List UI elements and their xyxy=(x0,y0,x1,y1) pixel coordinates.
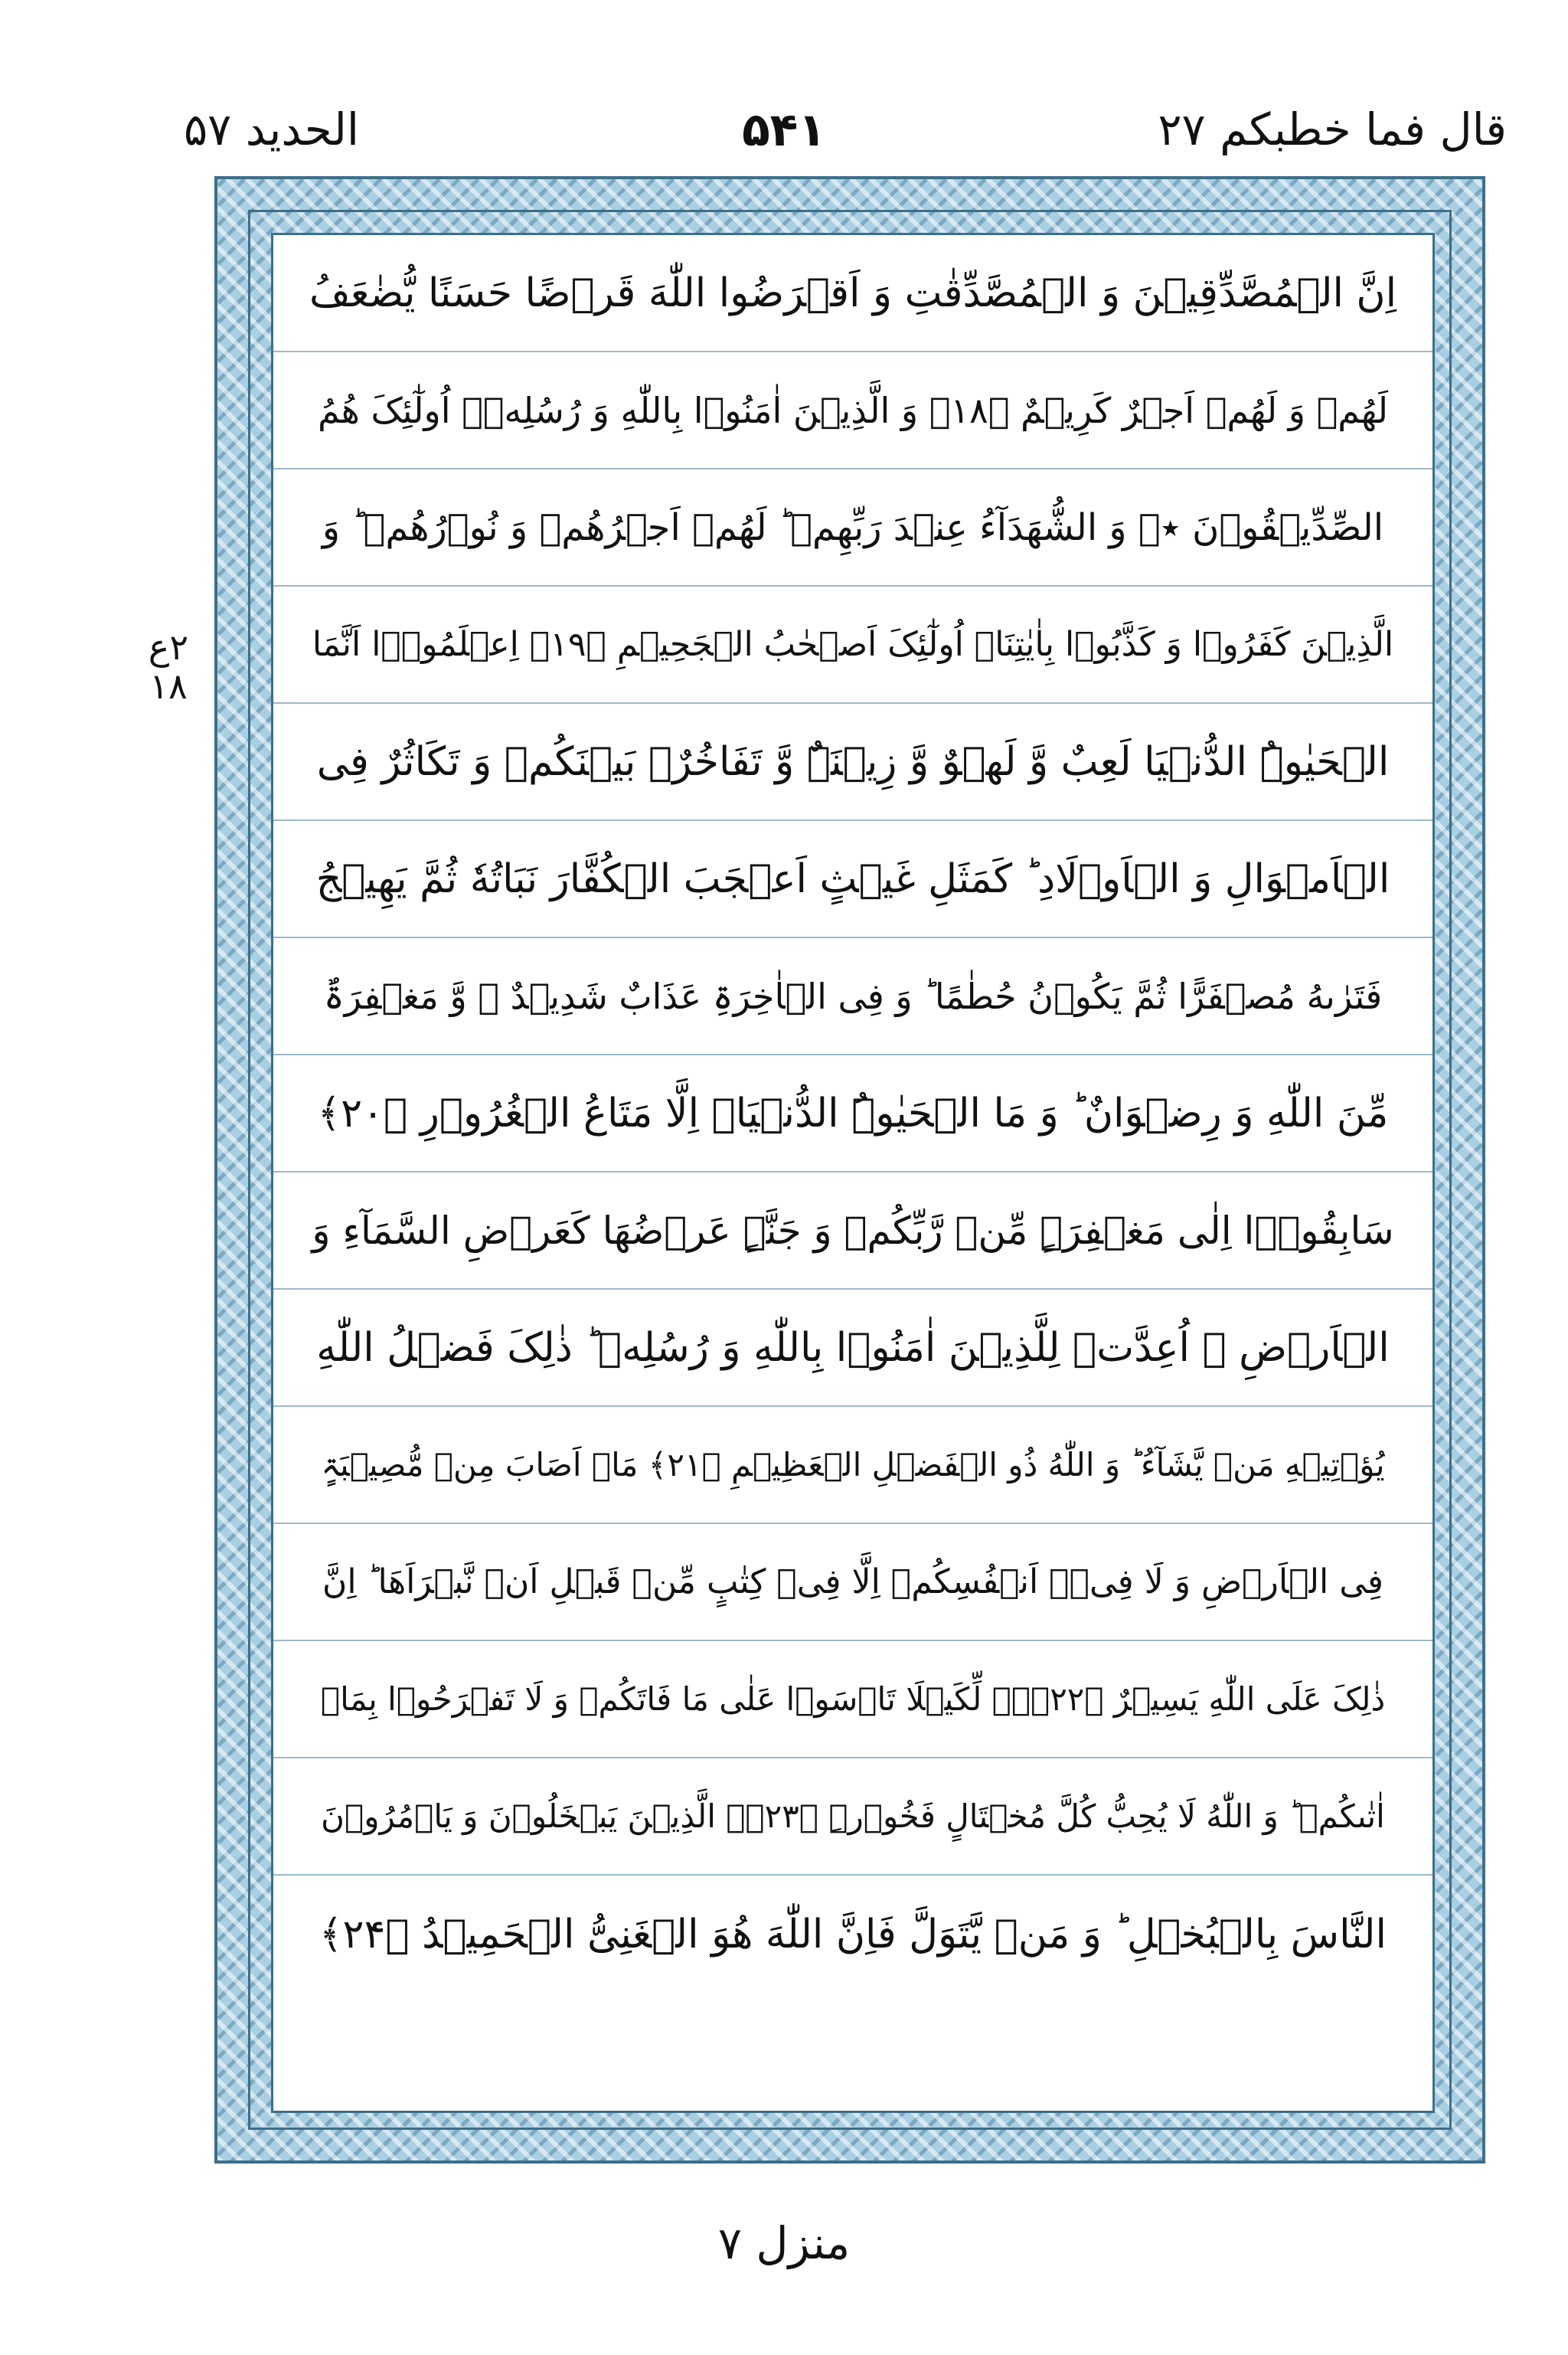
page-number: ۵۴۱ xyxy=(742,103,826,157)
verse-line-5: الۡحَیٰوۃُ الدُّنۡیَا لَعِبٌ وَّ لَهۡوٌ وَّ زِیۡنَۃٌ وَّ تَفَاخُرٌۢ بَیۡنَکُمۡ وَ تَکَاثُرٌ فِی xyxy=(273,704,1432,821)
juz-title: قال فما خطبكم ۲۷ xyxy=(1158,103,1507,155)
verse-line-3: الصِّدِّیۡقُوۡنَ ٭ۖ وَ الشُّهَدَآءُ عِنۡدَ رَبِّهِمۡ ؕ لَهُمۡ اَجۡرُهُمۡ وَ نُوۡرُهُمۡ ؕ وَ xyxy=(273,469,1432,587)
verse-text-area xyxy=(271,233,1435,2113)
ornamental-border xyxy=(214,176,1485,2164)
verse-line-1: اِنَّ الۡمُصَّدِّقِیۡنَ وَ الۡمُصَّدِّقٰتِ وَ اَقۡرَضُوا اللّٰهَ قَرۡضًا حَسَنًا یُّضٰعَفُ xyxy=(273,235,1432,352)
verse-line-2: لَهُمۡ وَ لَهُمۡ اَجۡرٌ کَرِیۡمٌ ﴿۱۸﴾ وَ الَّذِیۡنَ اٰمَنُوۡا بِاللّٰهِ وَ رُسُلِهٖۤ اُولٰٓئِکَ هُمُ xyxy=(273,352,1432,469)
manzil-footer: منزل ۷ xyxy=(717,2217,851,2269)
verse-line-9: سَابِقُوۡۤا اِلٰی مَغۡفِرَۃٍ مِّنۡ رَّبِّکُمۡ وَ جَنَّۃٍ عَرۡضُهَا کَعَرۡضِ السَّمَآءِ وَ xyxy=(273,1173,1432,1290)
verse-line-10: الۡاَرۡضِ ۙ اُعِدَّتۡ لِلَّذِیۡنَ اٰمَنُوۡا بِاللّٰهِ وَ رُسُلِهٖ ؕ ذٰلِکَ فَضۡلُ اللّٰهِ xyxy=(273,1290,1432,1407)
verse-line-6: الۡاَمۡوَالِ وَ الۡاَوۡلَادِ ؕ کَمَثَلِ غَیۡثٍ اَعۡجَبَ الۡکُفَّارَ نَبَاتُهٗ ثُمَّ یَهِیۡجُ xyxy=(273,821,1432,938)
ruku-marker: ۲ع ۱۸ xyxy=(148,626,189,707)
surah-title: الحديد ۵۷ xyxy=(184,103,360,155)
verse-line-4: الَّذِیۡنَ کَفَرُوۡا وَ کَذَّبُوۡا بِاٰیٰتِنَاۤ اُولٰٓئِکَ اَصۡحٰبُ الۡجَحِیۡمِ ﴿۱۹﴾ اِعۡلَمُوۡۤا اَنَّمَا xyxy=(273,587,1432,704)
page-header xyxy=(0,0,1568,176)
verse-line-11: یُؤۡتِیۡهِ مَنۡ یَّشَآءُ ؕ وَ اللّٰهُ ذُو الۡفَضۡلِ الۡعَظِیۡمِ ﴿۲۱﴾ مَاۤ اَصَابَ مِنۡ مُّصِیۡبَۃٍ xyxy=(273,1407,1432,1524)
verse-line-14: اٰتٰىکُمۡ ؕ وَ اللّٰهُ لَا یُحِبُّ کُلَّ مُخۡتَالٍ فَخُوۡرِۣ ﴿۲۳﴾ۙ الَّذِیۡنَ یَبۡخَلُوۡنَ وَ یَاۡمُرُوۡنَ xyxy=(273,1758,1432,1876)
verse-line-12: فِی الۡاَرۡضِ وَ لَا فِیۡۤ اَنۡفُسِکُمۡ اِلَّا فِیۡ کِتٰبٍ مِّنۡ قَبۡلِ اَنۡ نَّبۡرَاَهَا ؕ اِنَّ xyxy=(273,1524,1432,1641)
verse-line-13: ذٰلِکَ عَلَی اللّٰهِ یَسِیۡرٌ ﴿۲۲﴾ۚۖ لِّکَیۡلَا تَاۡسَوۡا عَلٰی مَا فَاتَکُمۡ وَ لَا تَفۡرَحُوۡا بِمَاۤ xyxy=(273,1641,1432,1758)
verse-line-8: مِّنَ اللّٰهِ وَ رِضۡوَانٌ ؕ وَ مَا الۡحَیٰوۃُ الدُّنۡیَاۤ اِلَّا مَتَاعُ الۡغُرُوۡرِ ﴿۲۰﴾ xyxy=(273,1055,1432,1173)
verse-line-7: فَتَرٰىهُ مُصۡفَرًّا ثُمَّ یَکُوۡنُ حُطٰمًا ؕ وَ فِی الۡاٰخِرَۃِ عَذَابٌ شَدِیۡدٌ ۙ وَّ مَغۡفِرَۃٌ xyxy=(273,938,1432,1055)
verse-line-15: النَّاسَ بِالۡبُخۡلِ ؕ وَ مَنۡ یَّتَوَلَّ فَاِنَّ اللّٰهَ هُوَ الۡغَنِیُّ الۡحَمِیۡدُ ﴿۲۴﴾ xyxy=(319,1911,1387,1958)
